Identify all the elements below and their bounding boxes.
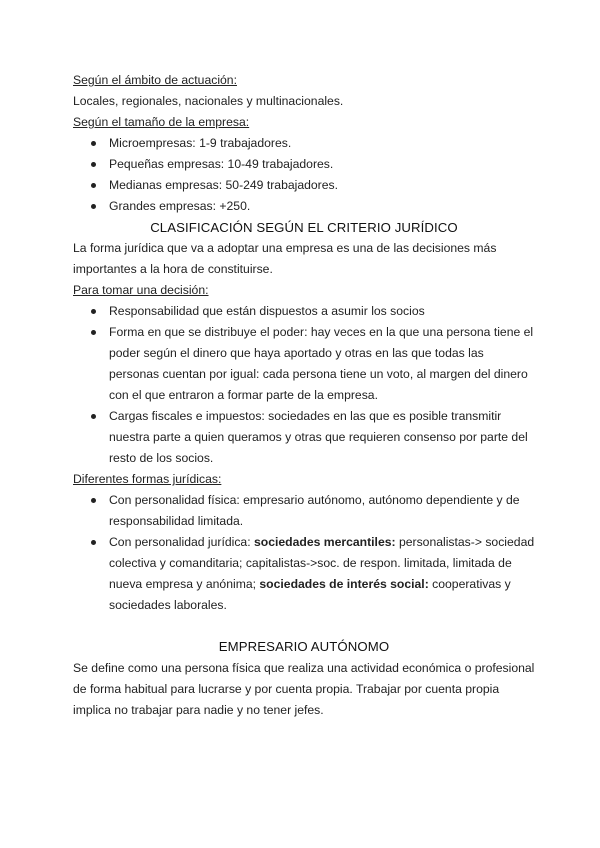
section-title-autonomo: EMPRESARIO AUTÓNOMO — [218, 639, 390, 654]
section-title-juridico: CLASIFICACIÓN SEGÚN EL CRITERIO JURÍDICO — [150, 220, 458, 235]
formas-juridica-part1: Con personalidad jurídica: — [109, 535, 254, 549]
formas-list — [73, 490, 535, 616]
formas-juridica-part2: personalistas-> sociedad colectiva y comanditaria; capitalistas->soc. de respon. limitada, limitada de nueva empresa y anónima; — [109, 535, 535, 591]
autonomo-text: Se define como una persona física que realiza una actividad económica o profesional de forma habitual para lucrarse y por cuenta propia. Trabajar por cuenta propia implica no trabajar para nadie y no tener jefes. — [73, 661, 535, 717]
ambito-text: Locales, regionales, nacionales y multinacionales. — [73, 94, 344, 108]
list-item: Responsabilidad que están dispuestos a asumir los socios — [109, 301, 535, 322]
juridico-intro: La forma jurídica que va a adoptar una empresa es una de las decisiones más importantes a la hora de constituirse. — [73, 241, 497, 276]
ambito-heading: Según el ámbito de actuación: — [73, 73, 237, 87]
list-item: Grandes empresas: +250. — [109, 196, 535, 217]
list-item: Microempresas: 1-9 trabajadores. — [109, 133, 535, 154]
list-item: Forma en que se distribuye el poder: hay veces en la que una persona tiene el poder según el dinero que haya aportado y otras en las que todas las personas cuentan por igual: cada persona tiene un voto, al margen del dinero con el que entraron a formar parte de la empresa. — [109, 322, 535, 406]
tamano-list — [73, 133, 535, 217]
list-item: Con personalidad física: empresario autónomo, autónomo dependiente y de responsabilidad limitada. — [109, 490, 535, 532]
list-item — [109, 532, 535, 616]
list-item: Pequeñas empresas: 10-49 trabajadores. — [109, 154, 535, 175]
decision-list — [73, 301, 535, 469]
list-item: Cargas fiscales e impuestos: sociedades en las que es posible transmitir nuestra parte a quien queramos y otras que requieren consenso por parte del resto de los socios. — [109, 406, 535, 469]
formas-heading: Diferentes formas jurídicas: — [73, 472, 222, 486]
list-item: Medianas empresas: 50-249 trabajadores. — [109, 175, 535, 196]
decision-heading: Para tomar una decisión: — [73, 283, 209, 297]
formas-juridica-part3: cooperativas y sociedades laborales. — [109, 577, 511, 612]
document-content — [73, 70, 535, 721]
formas-juridica-bold1: sociedades mercantiles: — [253, 535, 396, 549]
formas-juridica-bold2: sociedades de interés social: — [259, 577, 429, 591]
tamano-heading: Según el tamaño de la empresa: — [73, 115, 250, 129]
